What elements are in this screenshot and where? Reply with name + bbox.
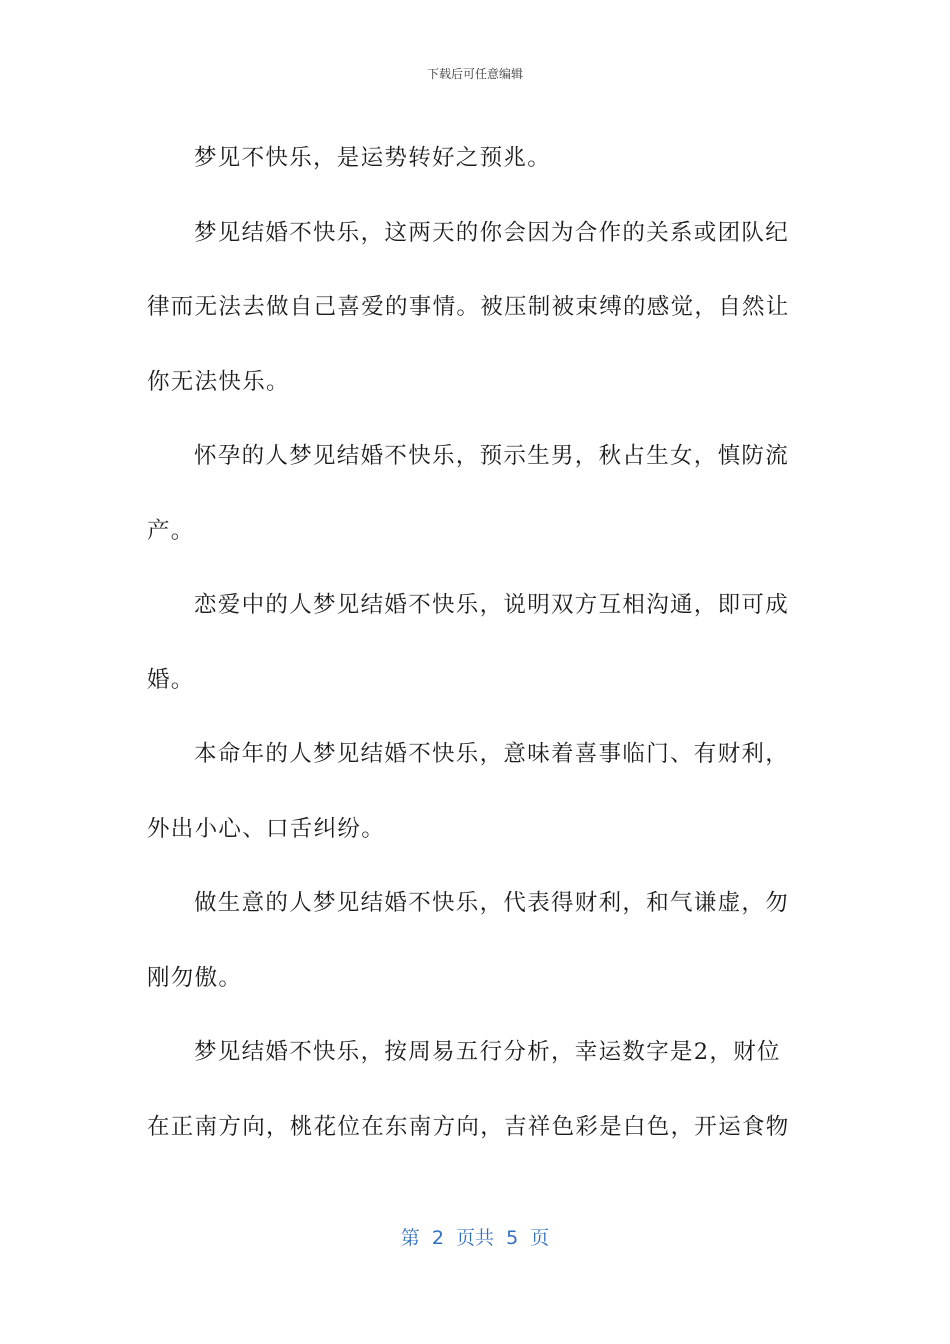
paragraph-line: 刚勿傲。 xyxy=(147,964,243,991)
paragraph-line: 恋爱中的人梦见结婚不快乐，说明双方互相沟通，即可成 xyxy=(194,592,790,618)
paragraph xyxy=(147,568,793,717)
paragraph xyxy=(147,866,793,1015)
page-header-note: 下载后可任意编辑 xyxy=(426,67,523,81)
page-number-footer: 第 2 页共 5 页 xyxy=(400,1227,550,1249)
paragraph xyxy=(147,196,793,420)
paragraph-line: 梦见不快乐，是运势转好之预兆。 xyxy=(194,145,552,171)
paragraph xyxy=(147,419,793,568)
paragraph-line: 律而无法去做自己喜爱的事情。被压制被束缚的感觉，自然让 xyxy=(147,294,790,320)
paragraph-line: 产。 xyxy=(147,517,195,544)
paragraph-line: 你无法快乐。 xyxy=(147,368,290,395)
paragraph-line: 本命年的人梦见结婚不快乐，意味着喜事临门、有财利， xyxy=(194,741,790,767)
paragraph-line: 梦见结婚不快乐，按周易五行分析，幸运数字是2，财位 xyxy=(194,1039,781,1065)
paragraph-line: 婚。 xyxy=(147,666,195,693)
paragraph-line: 梦见结婚不快乐，这两天的你会因为合作的关系或团队纪 xyxy=(194,219,790,246)
paragraph xyxy=(147,1015,793,1164)
paragraph-line: 怀孕的人梦见结婚不快乐，预示生男，秋占生女，慎防流 xyxy=(194,443,790,469)
paragraph-line: 外出小心、口舌纠纷。 xyxy=(147,815,386,842)
paragraph-line: 做生意的人梦见结婚不快乐，代表得财利，和气谦虚，勿 xyxy=(194,890,790,916)
paragraph-line: 在正南方向，桃花位在东南方向，吉祥色彩是白色，开运食物 xyxy=(147,1113,790,1140)
document-body xyxy=(147,121,793,1164)
paragraph xyxy=(147,121,793,196)
paragraph xyxy=(147,717,793,866)
